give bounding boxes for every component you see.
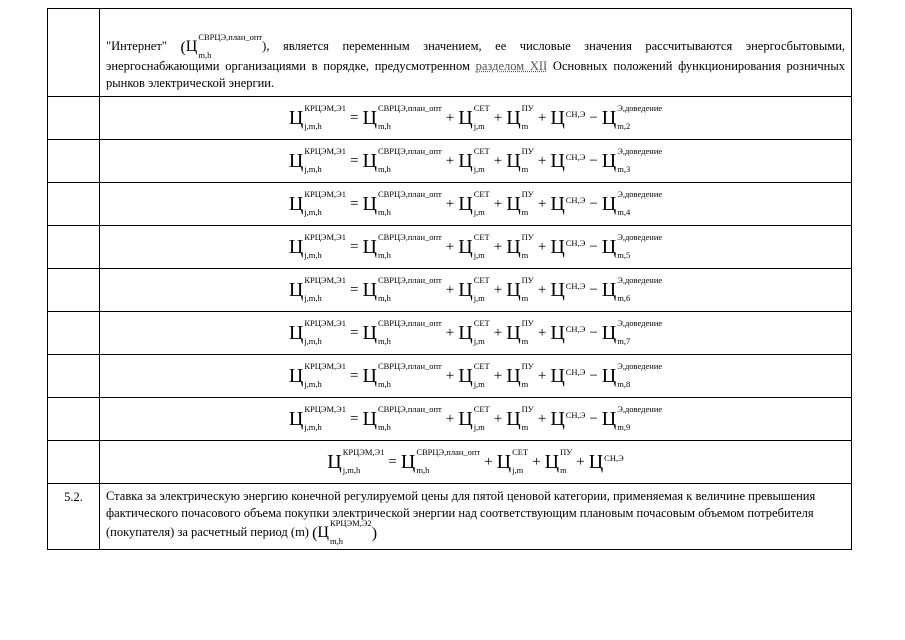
formula-row (48, 183, 852, 226)
intro-cell (100, 9, 852, 97)
formula-row (48, 398, 852, 441)
formula-row (48, 355, 852, 398)
formula-cell (100, 312, 852, 355)
intro-row (48, 9, 852, 97)
section-text: Ставка за электрическую энергию конечной регулируемой цены для пятой ценовой категории, применяемая к величине превышения фактического почасового объема покупки электрической энергии над соответствующим плановым почасовым объемом потребителя (покупателя) за расчетный период (m) (106, 489, 816, 539)
formula-cell (100, 355, 852, 398)
formula-cell (100, 183, 852, 226)
formula-cell (100, 140, 852, 183)
document-table (47, 8, 852, 550)
formula-row (48, 226, 852, 269)
formula: Ц КРЦЭМ,Э1 j,m,h = Ц СВРЦЭ,план_опт m,h + Ц СЕТ j,m + Ц ПУ m + Ц СН,Э − Ц Э,доведение m,4 (288, 189, 663, 217)
section-symbol: ( Ц КРЦЭМ,Э2 m,h ) (312, 518, 378, 546)
formula-cell (100, 226, 852, 269)
section-row (48, 484, 852, 550)
intro-text-b: Основных положений функционирования розничных рынков электрической энергии. (106, 59, 845, 90)
final-formula: Ц КРЦЭМ,Э1 j,m,h = Ц СВРЦЭ,план_опт m,h + Ц СЕТ j,m + Ц ПУ m + Ц СН,Э (327, 447, 624, 475)
final-formula-cell (100, 441, 852, 484)
formula: Ц КРЦЭМ,Э1 j,m,h = Ц СВРЦЭ,план_опт m,h + Ц СЕТ j,m + Ц ПУ m + Ц СН,Э − Ц Э,доведение m,3 (288, 146, 663, 174)
empty-number-cell (48, 9, 100, 97)
formula-row (48, 140, 852, 183)
formula: Ц КРЦЭМ,Э1 j,m,h = Ц СВРЦЭ,план_опт m,h + Ц СЕТ j,m + Ц ПУ m + Ц СН,Э − Ц Э,доведение m,8 (288, 361, 663, 389)
section-paragraph (100, 484, 851, 549)
formula: Ц КРЦЭМ,Э1 j,m,h = Ц СВРЦЭ,план_опт m,h + Ц СЕТ j,m + Ц ПУ m + Ц СН,Э − Ц Э,доведение m,7 (288, 318, 663, 346)
formula-row (48, 97, 852, 140)
intro-symbol: ( Ц СВРЦЭ,план_опт m,h (180, 32, 263, 60)
final-formula-row (48, 441, 852, 484)
intro-text-a: ), является переменным значением, ее числовые значения рассчитываются энергосбытовыми, энергоснабжающими организациями в порядке, предусмотренном (106, 38, 846, 73)
formula: Ц КРЦЭМ,Э1 j,m,h = Ц СВРЦЭ,план_опт m,h + Ц СЕТ j,m + Ц ПУ m + Ц СН,Э − Ц Э,доведение m,9 (288, 404, 663, 432)
formula-cell (100, 97, 852, 140)
formula: Ц КРЦЭМ,Э1 j,m,h = Ц СВРЦЭ,план_опт m,h + Ц СЕТ j,m + Ц ПУ m + Ц СН,Э − Ц Э,доведение m,5 (288, 232, 663, 260)
formula: Ц КРЦЭМ,Э1 j,m,h = Ц СВРЦЭ,план_опт m,h + Ц СЕТ j,m + Ц ПУ m + Ц СН,Э − Ц Э,доведение m,6 (288, 275, 663, 303)
formula-cell (100, 269, 852, 312)
section-link[interactable]: разделом XII (475, 59, 548, 73)
formula: Ц КРЦЭМ,Э1 j,m,h = Ц СВРЦЭ,план_опт m,h + Ц СЕТ j,m + Ц ПУ m + Ц СН,Э − Ц Э,доведение m,2 (288, 103, 663, 131)
section-number-cell (48, 484, 100, 550)
section-number: 5.2. (64, 490, 83, 504)
section-cell (100, 484, 852, 550)
intro-paragraph (100, 9, 851, 96)
formula-row (48, 269, 852, 312)
formula-cell (100, 398, 852, 441)
formula-row (48, 312, 852, 355)
intro-quote: "Интернет" (106, 38, 167, 53)
